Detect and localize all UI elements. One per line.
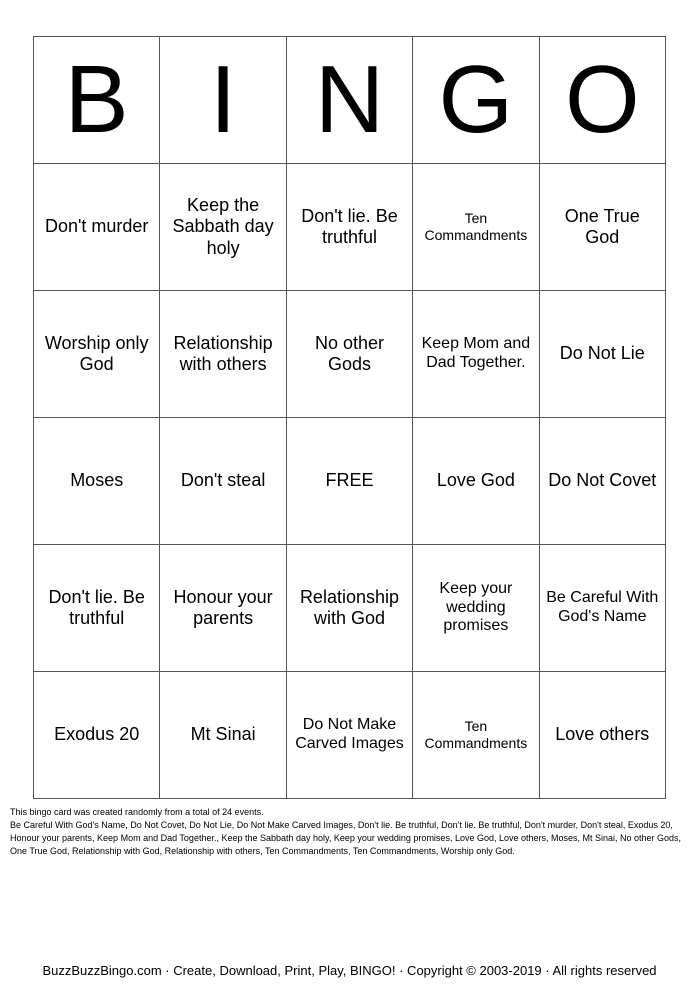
bingo-cell: Relationship with God <box>286 545 412 672</box>
bingo-cell: Love God <box>413 418 539 545</box>
bingo-cell: Keep Mom and Dad Together. <box>413 291 539 418</box>
bingo-cell: Be Careful With God's Name <box>539 545 665 672</box>
bingo-row <box>34 291 666 418</box>
card-note <box>10 806 691 858</box>
bingo-row <box>34 418 666 545</box>
bingo-cell: Do Not Lie <box>539 291 665 418</box>
card-note-event-list: Be Careful With God's Name, Do Not Covet, Do Not Lie, Do Not Make Carved Images, Don't lie. Be truthful, Don't lie. Be truthful, Don't murder, Don't steal, Exodus 20, Honour your parents, Keep Mom and Dad Together., Keep the Sabbath day holy, Keep your wedding promises, Love God, Love others, Moses, Mt Sinai, No other Gods, One True God, Relationship with God, Relationship with others, Ten Commandments, Ten Commandments, Worship only God. <box>10 820 682 856</box>
bingo-cell: No other Gods <box>286 291 412 418</box>
bingo-cell: Relationship with others <box>160 291 286 418</box>
header-letter-o: O <box>539 37 665 164</box>
bingo-cell: Don't murder <box>34 164 160 291</box>
bingo-cell: Don't lie. Be truthful <box>286 164 412 291</box>
header-letter-n: N <box>286 37 412 164</box>
header-letter-g: G <box>413 37 539 164</box>
page-footer: BuzzBuzzBingo.com · Create, Download, Print, Play, BINGO! · Copyright © 2003-2019 · All rights reserved <box>42 963 657 978</box>
bingo-cell: Don't steal <box>160 418 286 545</box>
bingo-cell: Do Not Make Carved Images <box>286 672 412 799</box>
bingo-row <box>34 545 666 672</box>
bingo-row <box>34 672 666 799</box>
bingo-header-row <box>34 37 666 164</box>
bingo-card <box>33 36 666 799</box>
card-note-summary: This bingo card was created randomly from a total of 24 events. <box>10 807 264 817</box>
header-letter-i: I <box>160 37 286 164</box>
bingo-cell: Don't lie. Be truthful <box>34 545 160 672</box>
bingo-cell: Ten Commandments <box>413 164 539 291</box>
bingo-cell: Mt Sinai <box>160 672 286 799</box>
bingo-cell: Keep your wedding promises <box>413 545 539 672</box>
bingo-cell: Worship only God <box>34 291 160 418</box>
bingo-cell: Keep the Sabbath day holy <box>160 164 286 291</box>
bingo-cell: Do Not Covet <box>539 418 665 545</box>
bingo-cell: One True God <box>539 164 665 291</box>
bingo-cell: Moses <box>34 418 160 545</box>
bingo-cell: Exodus 20 <box>34 672 160 799</box>
bingo-row <box>34 164 666 291</box>
free-space-cell: FREE <box>286 418 412 545</box>
header-letter-b: B <box>34 37 160 164</box>
bingo-cell: Love others <box>539 672 665 799</box>
bingo-cell: Ten Commandments <box>413 672 539 799</box>
bingo-cell: Honour your parents <box>160 545 286 672</box>
